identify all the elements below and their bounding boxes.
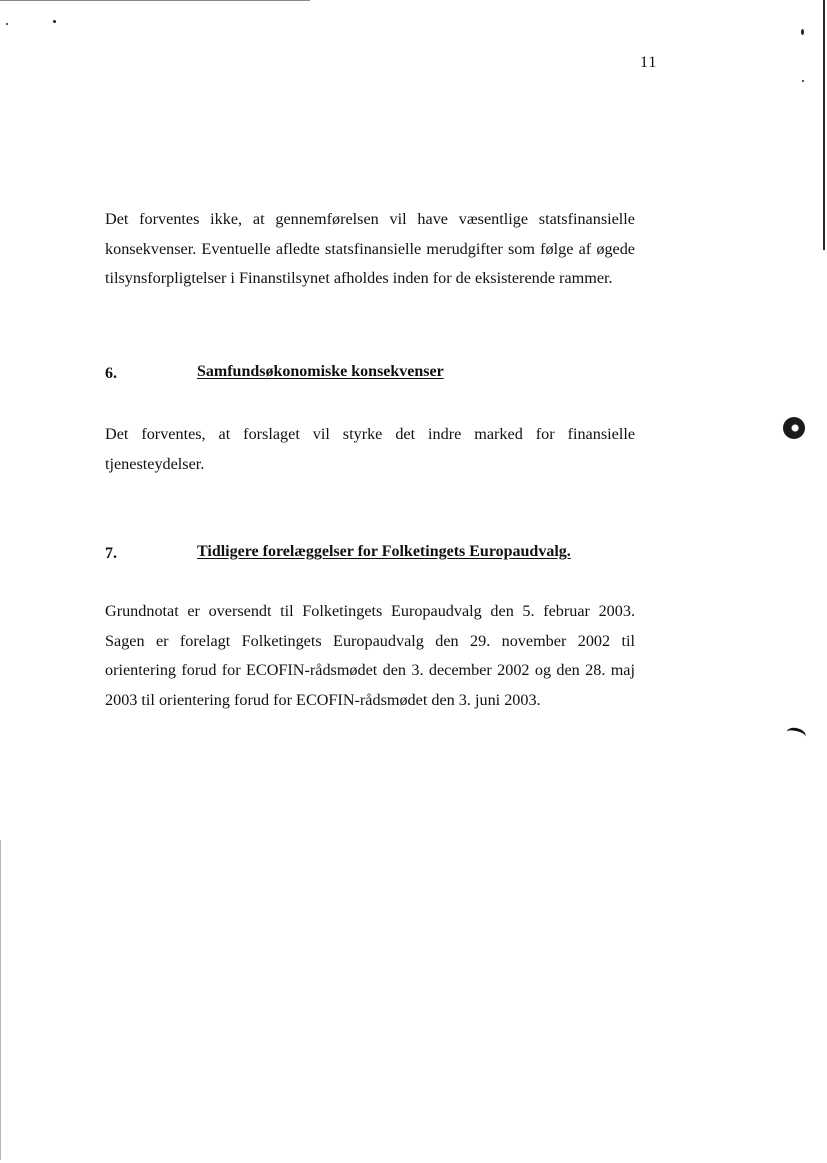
scan-edge-left xyxy=(0,840,1,1160)
scan-speck xyxy=(801,29,804,35)
scan-mark xyxy=(785,726,808,743)
intro-paragraph: Det forventes ikke, at gennemførelsen vil have væsentlige statsfinansielle konsekvenser. Eventuelle afledte statsfinansielle merudgifter som følge af øgede tilsynsforpligtelser i Finanstilsynet afholdes inden for de eksisterende rammer. xyxy=(105,210,635,287)
section-7-number: 7. xyxy=(105,545,117,562)
section-7-heading: Tidligere forelæggelser for Folketingets Europaudvalg. xyxy=(197,543,571,560)
page-number: 11 xyxy=(640,54,658,71)
section-7-paragraph: Grundnotat er oversendt til Folketingets Europaudvalg den 5. februar 2003. Sagen er forelagt Folketingets Europaudvalg den 29. november 2002 til orientering forud for ECOFIN-rådsmødet den 3. december 2002 og den 28. maj 2003 til orientering forud for ECOFIN-rådsmødet den 3. juni 2003. xyxy=(105,602,635,709)
section-6-paragraph: Det forventes, at forslaget vil styrke det indre marked for finansielle tjenesteydelser. xyxy=(105,425,635,473)
scan-speck xyxy=(802,80,804,82)
scan-speck xyxy=(53,20,56,23)
scan-speck xyxy=(6,23,8,25)
section-6-number: 6. xyxy=(105,365,117,382)
scan-edge-top xyxy=(0,0,310,1)
scan-edge-right xyxy=(823,0,825,250)
section-6-heading: Samfundsøkonomiske konsekvenser xyxy=(197,363,444,380)
punch-hole-mark xyxy=(783,417,805,439)
